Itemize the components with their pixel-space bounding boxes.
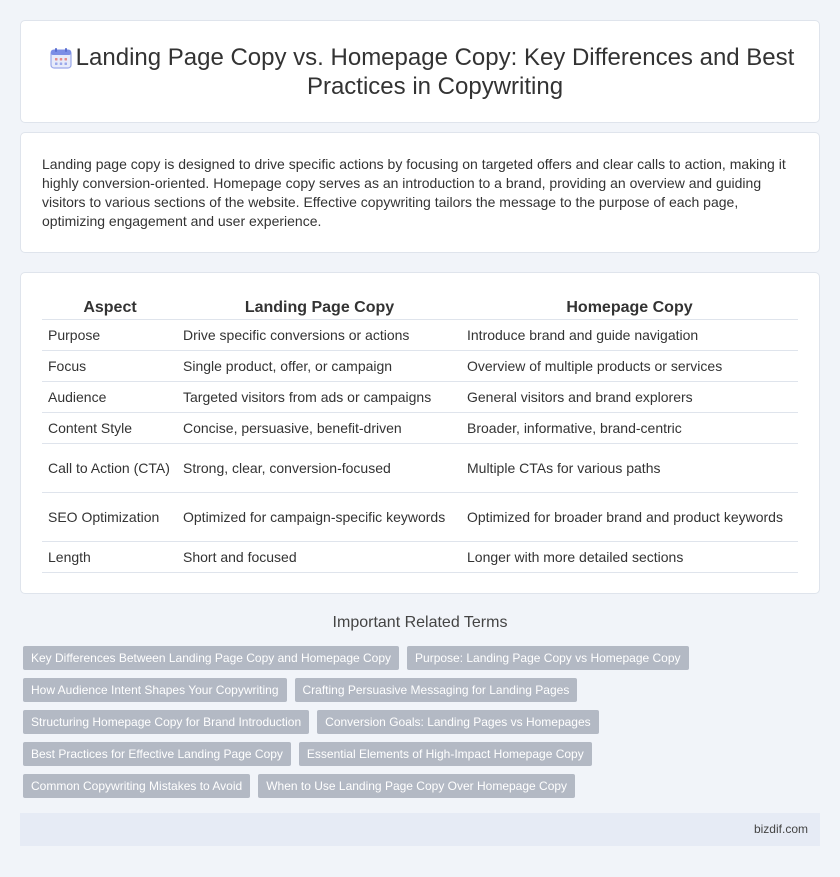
header-card <box>20 20 820 123</box>
table-row <box>42 319 798 350</box>
row-aspect: Purpose <box>42 319 178 350</box>
row-aspect: Audience <box>42 381 178 412</box>
table-row <box>42 443 798 492</box>
tag-row <box>23 646 703 670</box>
header-landing-page: Landing Page Copy <box>178 297 461 319</box>
row-aspect: SEO Optimization <box>42 492 178 541</box>
related-term-tag[interactable]: Purpose: Landing Page Copy vs Homepage Copy <box>407 646 689 670</box>
row-aspect: Content Style <box>42 412 178 443</box>
row-homepage: Introduce brand and guide navigation <box>461 319 798 350</box>
row-homepage: Multiple CTAs for various paths <box>461 443 798 492</box>
footer-site-link[interactable]: bizdif.com <box>753 822 808 836</box>
page-title: Landing Page Copy vs. Homepage Copy: Key Differences and Best Practices in Copywriting <box>75 44 795 100</box>
related-term-tag[interactable]: How Audience Intent Shapes Your Copywriting <box>23 678 287 702</box>
row-homepage: Optimized for broader brand and product keywords <box>461 492 798 541</box>
row-homepage: Broader, informative, brand-centric <box>461 412 798 443</box>
related-term-tag[interactable]: When to Use Landing Page Copy Over Homepage Copy <box>258 774 575 798</box>
row-homepage: Longer with more detailed sections <box>461 541 798 572</box>
related-term-tag[interactable]: Common Copywriting Mistakes to Avoid <box>23 774 250 798</box>
row-landing: Optimized for campaign-specific keywords <box>178 492 461 541</box>
row-landing: Single product, offer, or campaign <box>178 350 461 381</box>
related-term-tag[interactable]: Structuring Homepage Copy for Brand Introduction <box>23 710 309 734</box>
row-homepage: General visitors and brand explorers <box>461 381 798 412</box>
header-homepage: Homepage Copy <box>461 297 798 319</box>
row-aspect: Call to Action (CTA) <box>42 443 178 492</box>
intro-card <box>20 132 820 253</box>
table-row <box>42 350 798 381</box>
tag-row <box>23 678 703 702</box>
row-homepage: Overview of multiple products or services <box>461 350 798 381</box>
related-term-tag[interactable]: Best Practices for Effective Landing Page Copy <box>23 742 291 766</box>
footer <box>20 813 820 846</box>
related-term-tag[interactable]: Conversion Goals: Landing Pages vs Homepages <box>317 710 599 734</box>
table-row <box>42 541 798 572</box>
tag-row <box>23 710 703 734</box>
intro-paragraph: Landing page copy is designed to drive specific actions by focusing on targeted offers and clear calls to action, making it highly conversion-oriented. Homepage copy serves as an introduction to a brand, providing an overview and guiding visitors to various sections of the website. Effective copywriting tailors the message to the purpose of each page, optimizing engagement and user experience. <box>42 156 786 229</box>
header-aspect: Aspect <box>42 297 178 319</box>
table-row <box>42 381 798 412</box>
related-term-tag[interactable]: Crafting Persuasive Messaging for Landing Pages <box>295 678 578 702</box>
row-aspect: Focus <box>42 350 178 381</box>
related-term-tag[interactable]: Key Differences Between Landing Page Copy and Homepage Copy <box>23 646 399 670</box>
row-landing: Short and focused <box>178 541 461 572</box>
row-landing: Concise, persuasive, benefit-driven <box>178 412 461 443</box>
row-landing: Targeted visitors from ads or campaigns <box>178 381 461 412</box>
tag-row <box>23 742 703 766</box>
related-terms-heading: Important Related Terms <box>332 614 508 631</box>
comparison-table <box>42 297 798 573</box>
table-row <box>42 412 798 443</box>
row-landing: Strong, clear, conversion-focused <box>178 443 461 492</box>
table-row <box>42 492 798 541</box>
comparison-card <box>20 272 820 594</box>
related-terms-list <box>23 646 703 806</box>
row-aspect: Length <box>42 541 178 572</box>
row-landing: Drive specific conversions or actions <box>178 319 461 350</box>
related-term-tag[interactable]: Essential Elements of High-Impact Homepage Copy <box>299 742 592 766</box>
table-header-row <box>42 297 798 319</box>
tag-row <box>23 774 703 798</box>
